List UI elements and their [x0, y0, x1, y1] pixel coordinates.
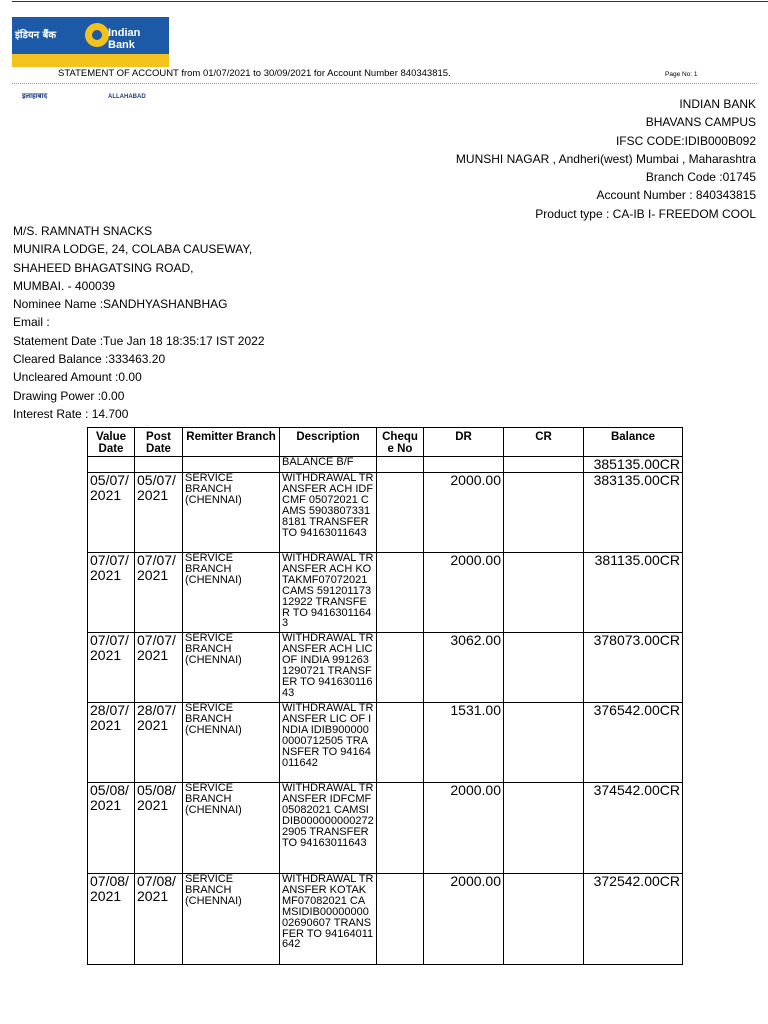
bank-detail-line: INDIAN BANK — [679, 97, 756, 111]
opening-balance: 385135.00CR — [584, 457, 683, 473]
logo-main-band — [12, 17, 169, 54]
value-date-cell: 05/07/2021 — [88, 473, 135, 553]
post-date-cell: 07/07/2021 — [135, 633, 183, 703]
table-header-row — [88, 428, 683, 457]
bank-detail-line: Branch Code :01745 — [645, 170, 756, 185]
logo-sub-hindi: इलाहाबाद — [22, 92, 48, 100]
col-value-date: Value Date — [88, 428, 135, 457]
customer-detail-line: Nominee Name :SANDHYASHANBHAG — [13, 297, 228, 312]
table-row — [88, 553, 683, 633]
cr-cell — [504, 874, 584, 965]
value-date-cell: 07/08/2021 — [88, 874, 135, 965]
cheque-cell — [377, 473, 424, 553]
logo-sub-english: ALLAHABAD — [108, 94, 146, 100]
dr-cell: 3062.00 — [424, 633, 504, 703]
description-cell: WITHDRAWAL TRANSFER ACH KOTAKMF07072021 CAMS 59120117312922 TRANSFER TO 94163011643 — [280, 553, 377, 633]
cr-cell — [504, 473, 584, 553]
table-row — [88, 874, 683, 965]
top-rule — [12, 1, 768, 2]
customer-detail-line: SHAHEED BHAGATSING ROAD, — [13, 260, 194, 275]
col-balance: Balance — [584, 428, 683, 457]
customer-detail-line: Statement Date :Tue Jan 18 18:35:17 IST 2022 — [13, 333, 265, 348]
branch-cell: SERVICE BRANCH (CHENNAI) — [183, 473, 280, 553]
header-divider — [12, 83, 757, 84]
dr-cell: 2000.00 — [424, 874, 504, 965]
bank-detail-line: MUNSHI NAGAR , Andheri(west) Mumbai , Maharashtra — [455, 151, 756, 166]
table-cell — [377, 457, 424, 473]
cheque-cell — [377, 553, 424, 633]
branch-cell: SERVICE BRANCH (CHENNAI) — [183, 633, 280, 703]
statement-title: STATEMENT OF ACCOUNT from 01/07/2021 to 30/09/2021 for Account Number 840343815. — [58, 68, 451, 79]
value-date-cell: 28/07/2021 — [88, 703, 135, 783]
customer-detail-line: Interest Rate : 14.700 — [13, 406, 129, 421]
col-remitter-branch: Remitter Branch — [183, 428, 280, 457]
cr-cell — [504, 783, 584, 874]
cr-cell — [504, 703, 584, 783]
table-row — [88, 473, 683, 553]
bank-detail-line: Product type : CA-IB I- FREEDOM COOL — [535, 206, 756, 221]
post-date-cell: 05/07/2021 — [135, 473, 183, 553]
customer-detail-line: Email : — [13, 315, 50, 330]
branch-cell: SERVICE BRANCH (CHENNAI) — [183, 874, 280, 965]
customer-details — [13, 222, 265, 423]
logo-english-name: Indian Bank — [108, 27, 141, 51]
bank-detail-line: IFSC CODE:IDIB000B092 — [615, 133, 756, 148]
cheque-cell — [377, 783, 424, 874]
bank-detail-line: BHAVANS CAMPUS — [645, 115, 756, 130]
balance-cell: 376542.00CR — [584, 703, 683, 783]
post-date-cell: 05/08/2021 — [135, 783, 183, 874]
branch-cell: SERVICE BRANCH (CHENNAI) — [183, 553, 280, 633]
cr-cell — [504, 553, 584, 633]
col-post-date: Post Date — [135, 428, 183, 457]
description-cell: WITHDRAWAL TRANSFER IDFCMF 05082021 CAMSIDIB0000000002722905 TRANSFER TO 94163011643 — [280, 783, 377, 874]
table-row — [88, 633, 683, 703]
logo-hindi-name: इंडियन बैंक — [15, 30, 57, 41]
cheque-cell — [377, 703, 424, 783]
dr-cell: 2000.00 — [424, 473, 504, 553]
table-cell — [424, 457, 504, 473]
table-cell — [504, 457, 584, 473]
customer-detail-line: Uncleared Amount :0.00 — [13, 370, 142, 385]
balance-cell: 378073.00CR — [584, 633, 683, 703]
col-cheque-no: Cheque No — [377, 428, 424, 457]
indian-bank-logo — [12, 17, 169, 100]
opening-balance-row — [88, 457, 683, 473]
branch-cell: SERVICE BRANCH (CHENNAI) — [183, 703, 280, 783]
balance-cell: 381135.00CR — [584, 553, 683, 633]
post-date-cell: 07/07/2021 — [135, 553, 183, 633]
table-cell — [183, 457, 280, 473]
col-cr: CR — [504, 428, 584, 457]
branch-cell: SERVICE BRANCH (CHENNAI) — [183, 783, 280, 874]
table-cell — [135, 457, 183, 473]
table-cell — [88, 457, 135, 473]
balance-cell: 372542.00CR — [584, 874, 683, 965]
col-dr: DR — [424, 428, 504, 457]
customer-detail-line: Cleared Balance :333463.20 — [13, 352, 166, 367]
value-date-cell: 07/07/2021 — [88, 633, 135, 703]
cheque-cell — [377, 633, 424, 703]
value-date-cell: 07/07/2021 — [88, 553, 135, 633]
description-cell: WITHDRAWAL TRANSFER ACH IDFCMF 05072021 CAMS 59038073318181 TRANSFER TO 94163011643 — [280, 473, 377, 553]
dr-cell: 1531.00 — [424, 703, 504, 783]
bank-detail-line: Account Number : 840343815 — [596, 188, 756, 203]
page-number: Page No: 1 — [665, 71, 698, 78]
description-cell: WITHDRAWAL TRANSFER KOTAKMF07082021 CAMSIDIB0000000002690607 TRANSFER TO 94164011642 — [280, 874, 377, 965]
bank-details — [456, 95, 756, 223]
cheque-cell — [377, 874, 424, 965]
table-row — [88, 703, 683, 783]
dr-cell: 2000.00 — [424, 553, 504, 633]
col-description: Description — [280, 428, 377, 457]
description-cell: WITHDRAWAL TRANSFER LIC OF INDIA IDIB9000000000712505 TRANSFER TO 94164011642 — [280, 703, 377, 783]
bank-emblem-icon — [85, 23, 109, 47]
balance-cell: 374542.00CR — [584, 783, 683, 874]
cr-cell — [504, 633, 584, 703]
table-row — [88, 783, 683, 874]
transactions-table — [87, 427, 683, 965]
customer-detail-line: MUNIRA LODGE, 24, COLABA CAUSEWAY, — [13, 242, 253, 257]
customer-detail-line: MUMBAI. - 400039 — [13, 278, 116, 293]
balance-cell: 383135.00CR — [584, 473, 683, 553]
customer-detail-line: M/S. RAMNATH SNACKS — [13, 224, 153, 238]
description-cell: WITHDRAWAL TRANSFER ACH LIC OF INDIA 9912631290721 TRANSFER TO 94163011643 — [280, 633, 377, 703]
value-date-cell: 05/08/2021 — [88, 783, 135, 874]
opening-description: BALANCE B/F — [280, 457, 377, 473]
dr-cell: 2000.00 — [424, 783, 504, 874]
post-date-cell: 07/08/2021 — [135, 874, 183, 965]
customer-detail-line: Drawing Power :0.00 — [13, 388, 125, 403]
post-date-cell: 28/07/2021 — [135, 703, 183, 783]
logo-sub-strip — [12, 54, 169, 100]
